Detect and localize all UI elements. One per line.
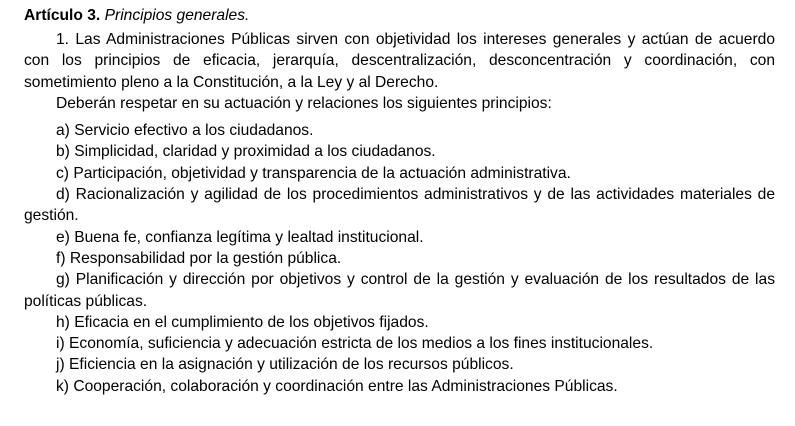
- article-number: Artículo 3.: [24, 7, 101, 24]
- principle-f: f) Responsabilidad por la gestión pública.: [56, 249, 342, 267]
- article-title: Principios generales.: [104, 7, 250, 24]
- article-heading: [24, 5, 775, 26]
- principle-g: g) Planificación y dirección por objetivos y control de la gestión y evaluación de los resultados de las políticas públicas.: [24, 271, 775, 310]
- principle-c: c) Participación, objetividad y transparencia de la actuación administrativa.: [56, 164, 571, 182]
- principle-b: b) Simplicidad, claridad y proximidad a los ciudadanos.: [56, 143, 436, 161]
- principles-list: [24, 120, 775, 397]
- principle-j: j) Eficiencia en la asignación y utilización de los recursos públicos.: [56, 356, 514, 374]
- paragraph-1: 1. Las Administraciones Públicas sirven con objetividad los intereses generales y actúan de acuerdo con los principios de eficacia, jerarquía, descentralización, desconcentración y coordinación, con sometimiento pleno a la Constitución, a la Ley y al Derecho.: [24, 31, 775, 91]
- principle-a: a) Servicio efectivo a los ciudadanos.: [56, 122, 314, 140]
- principles-intro: Deberán respetar en su actuación y relaciones los siguientes principios:: [56, 94, 552, 112]
- principle-h: h) Eficacia en el cumplimiento de los objetivos fijados.: [56, 313, 429, 331]
- principle-e: e) Buena fe, confianza legítima y lealtad institucional.: [56, 228, 424, 246]
- principle-d: d) Racionalización y agilidad de los procedimientos administrativos y de las actividades materiales de gestión.: [24, 186, 775, 225]
- principle-i: i) Economía, suficiencia y adecuación estricta de los medios a los fines institucionales.: [56, 335, 654, 353]
- principle-k: k) Cooperación, colaboración y coordinación entre las Administraciones Públicas.: [56, 377, 618, 395]
